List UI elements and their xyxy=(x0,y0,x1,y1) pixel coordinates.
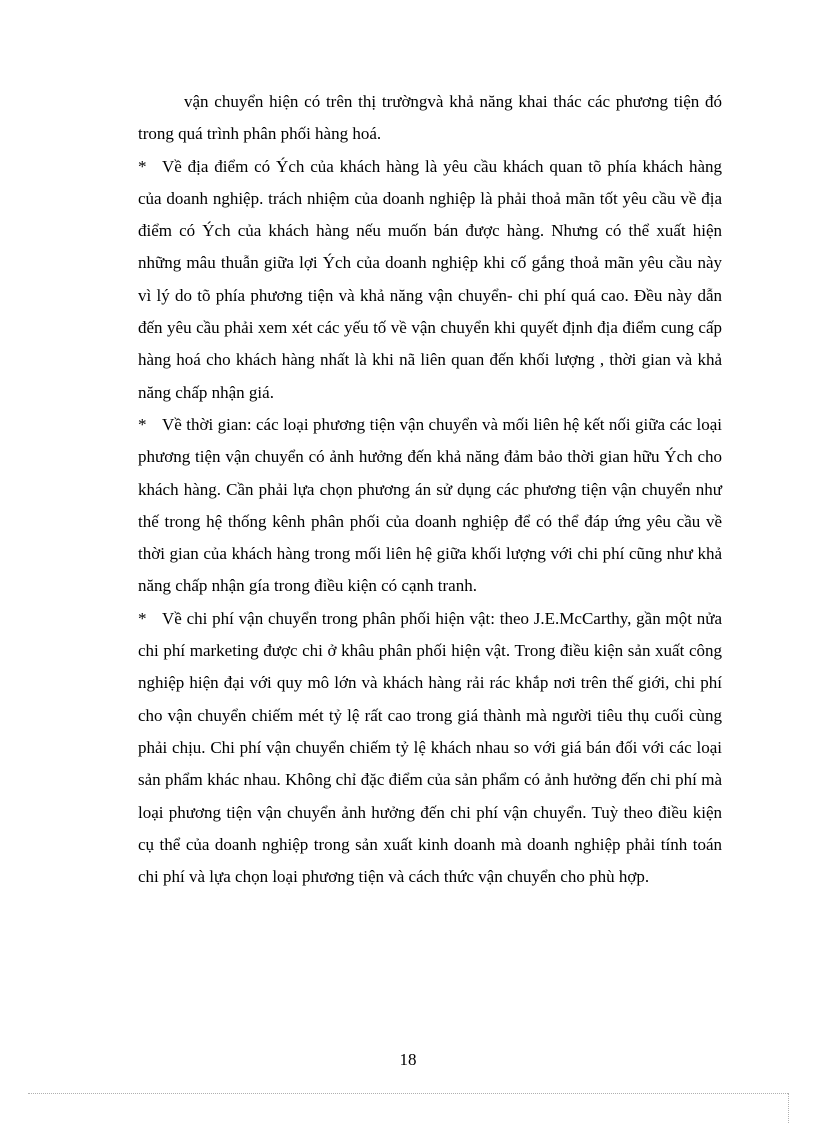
paragraph-location xyxy=(138,151,722,409)
paragraph-time xyxy=(138,409,722,603)
paragraph-text: Về thời gian: các loại phương tiện vận chuyển và mối liên hệ kết nối giữa các loại phương tiện vận chuyển có ảnh hưởng đến khả năng đảm bảo thời gian hữu Ých cho khách hàng. Cần phải lựa chọn phương án sử dụng các phương tiện vận chuyển như thế trong hệ thống kênh phân phối của doanh nghiệp để có thể đáp ứng yêu cầu về thời gian của khách hàng trong mối liên hệ giữa khối lượng với chi phí cũng như khả năng chấp nhận gía trong điều kiện có cạnh tranh. xyxy=(138,414,722,596)
paragraph-cost xyxy=(138,603,722,894)
page-right-border xyxy=(788,1093,789,1123)
bullet-marker: * xyxy=(138,414,147,434)
page-bottom-border xyxy=(28,1093,788,1094)
paragraph-text: vận chuyển hiện có trên thị trườngvà khả năng khai thác các phương tiện đó trong quá trình phân phối hàng hoá. xyxy=(138,92,722,144)
bullet-marker: * xyxy=(138,156,147,176)
paragraph-continuation xyxy=(138,86,722,151)
bullet-marker: * xyxy=(138,608,147,628)
body-text xyxy=(138,86,722,893)
paragraph-text: Về địa điểm có Ých của khách hàng là yêu cầu khách quan tõ phía khách hàng của doanh nghiệp. trách nhiệm của doanh nghiệp là phải thoả mãn tốt yêu cầu về địa điểm có Ých của khách hàng nếu muốn bán được hàng. Nhưng có thể xuất hiện những mâu thuẫn giữa lợi Ých của doanh nghiệp khi cố gắng thoả mãn yêu cầu này vì lý do tõ phía phương tiện và khả năng vận chuyển- chi phí quá cao. Đều này dẫn đến yêu cầu phải xem xét các yếu tố về vận chuyển khi quyết định địa điểm cung cấp hàng hoá cho khách hàng nhất là khi nã liên quan đến khối lượng , thời gian và khả năng chấp nhận giá. xyxy=(138,156,722,402)
page-number: 18 xyxy=(399,1050,417,1069)
paragraph-text: Về chi phí vận chuyển trong phân phối hiện vật: theo J.E.McCarthy, gần một nửa chi phí marketing được chi ở khâu phân phối hiện vật. Trong điều kiện sản xuất công nghiệp hiện đại với quy mô lớn và khách hàng rải rác khắp nơi trên thế giới, chi phí cho vận chuyển chiếm mét tỷ lệ rất cao trong giá thành mà người tiêu thụ cuối cùng phải chịu. Chi phí vận chuyển chiếm tỷ lệ khách nhau so với giá bán đối với các loại sản phẩm khác nhau. Không chỉ đặc điểm của sản phẩm có ảnh hưởng đến chi phí mà loại phương tiện vận chuyển ảnh hưởng đến chi phí vận chuyển. Tuỳ theo điều kiện cụ thể của doanh nghiệp trong sản xuất kinh doanh mà doanh nghiệp phải tính toán chi phí và lựa chọn loại phương tiện và cách thức vận chuyển cho phù hợp. xyxy=(138,608,722,887)
